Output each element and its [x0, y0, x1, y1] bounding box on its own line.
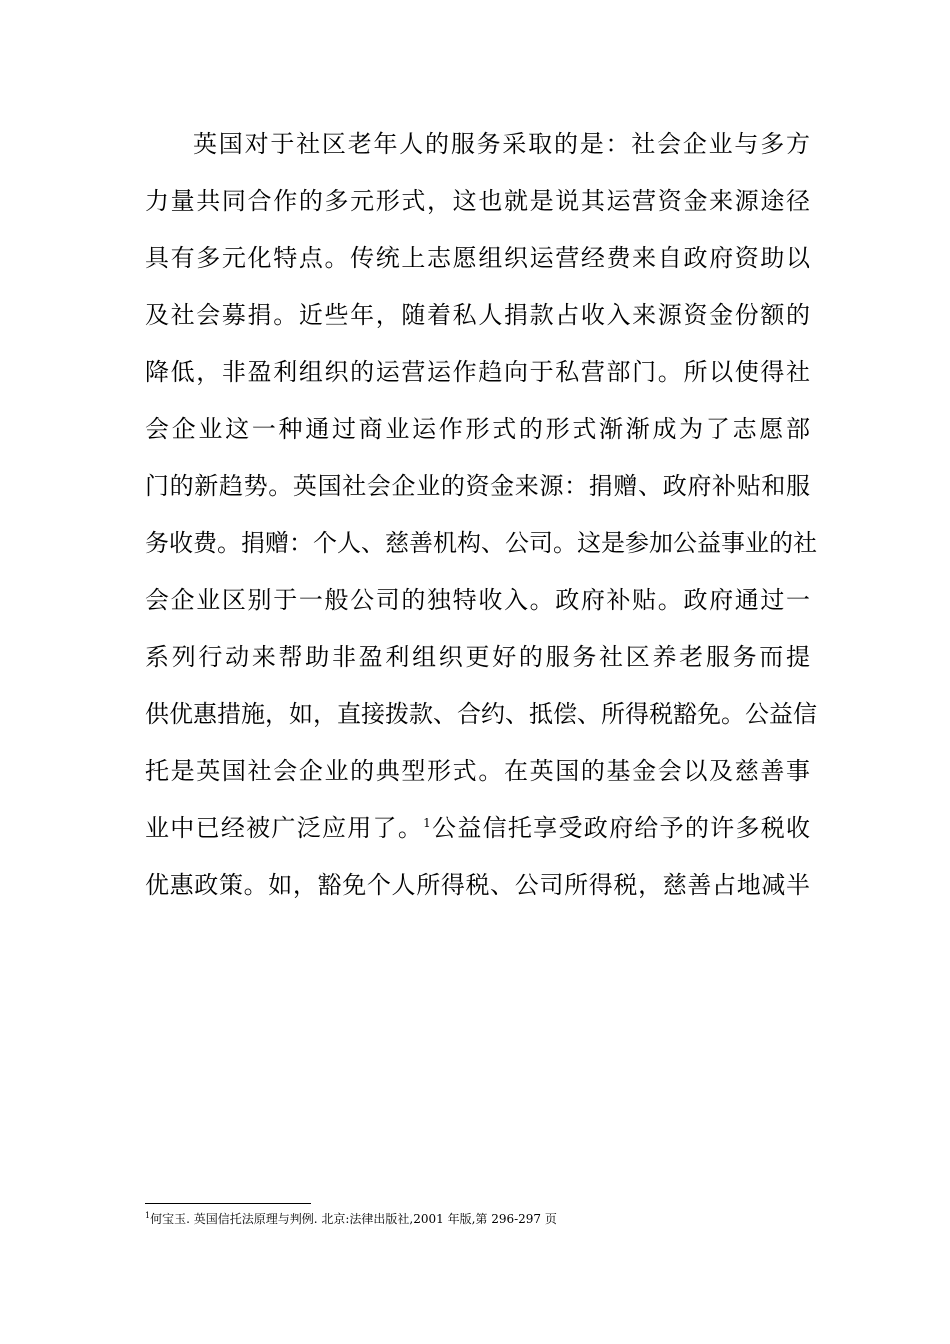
- text-segment: 公益信托享受政府给予的许多税收: [430, 814, 811, 842]
- text-line: 及社会募捐。近些年，随着私人捐款占收入来源资金份额的: [145, 301, 810, 329]
- text-line: 务收费。捐赠：个人、慈善机构、公司。这是参加公益事业的社: [145, 529, 817, 557]
- footnote-divider: [145, 1203, 311, 1204]
- footnote: [145, 1210, 557, 1228]
- text-line: 供优惠措施，如，直接拨款、合约、抵偿、所得税豁免。公益信: [145, 700, 817, 728]
- text-line: 优惠政策。如，豁免个人所得税、公司所得税，慈善占地减半: [145, 871, 810, 899]
- text-line: 力量共同合作的多元形式，这也就是说其运营资金来源途径: [145, 187, 810, 215]
- text-line: 会企业这一种通过商业运作形式的形式渐渐成为了志愿部: [145, 415, 810, 443]
- body-paragraph: [145, 116, 817, 914]
- text-line: 会企业区别于一般公司的独特收入。政府补贴。政府通过一: [145, 586, 810, 614]
- text-line: 英国对于社区老年人的服务采取的是：社会企业与多方: [193, 130, 810, 158]
- text-line: 托是英国社会企业的典型形式。在英国的基金会以及慈善事: [145, 757, 810, 785]
- text-segment: 业中已经被广泛应用了。: [145, 814, 424, 842]
- footnote-reference[interactable]: 1: [423, 816, 431, 830]
- text-line: 门的新趋势。英国社会企业的资金来源：捐赠、政府补贴和服: [145, 472, 810, 500]
- footnote-text: 何宝玉. 英国信托法原理与判例. 北京:法律出版社,2001 年版,第 296-297 页: [150, 1212, 557, 1226]
- footnote-marker: 1: [145, 1211, 151, 1220]
- text-line: 具有多元化特点。传统上志愿组织运营经费来自政府资助以: [145, 244, 810, 272]
- text-line: 降低，非盈利组织的运营运作趋向于私营部门。所以使得社: [145, 358, 810, 386]
- text-line-with-footnote-ref: [145, 800, 810, 856]
- text-line: 系列行动来帮助非盈利组织更好的服务社区养老服务而提: [145, 643, 810, 671]
